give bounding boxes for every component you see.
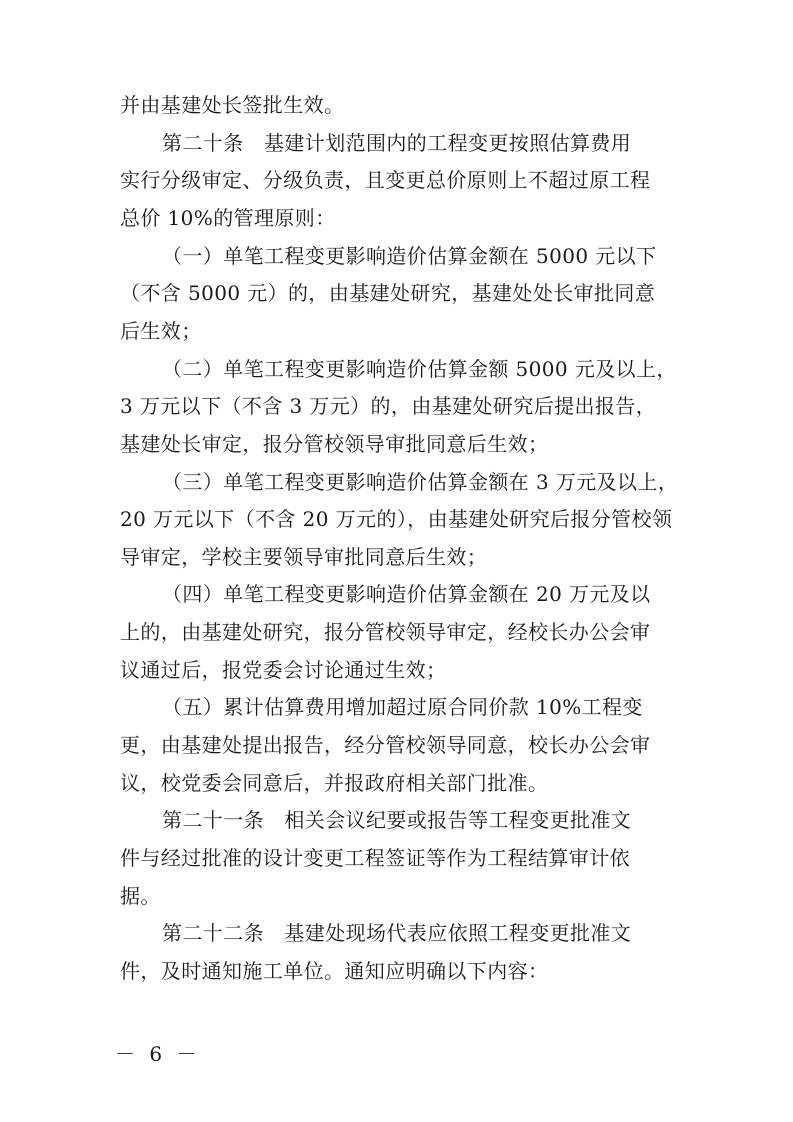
item-4-line: （四）单笔工程变更影响造价估算金额在 20 万元及以 <box>162 582 651 606</box>
paragraph-line: 实行分级审定、分级负责，且变更总价原则上不超过原工程 <box>120 168 651 192</box>
paragraph-line: 导审定，学校主要领导审批同意后生效； <box>120 545 488 569</box>
paragraph-line: 议通过后，报党委会讨论通过生效； <box>120 658 447 682</box>
paragraph-line: 基建处长审定，报分管校领导审批同意后生效； <box>120 432 549 456</box>
paragraph-line: 更，由基建处提出报告，经分管校领导同意，校长办公会审 <box>120 733 651 757</box>
article-21-heading-line: 第二十一条 相关会议纪要或报告等工程变更批准文 <box>162 808 632 832</box>
item-1-line: （一）单笔工程变更影响造价估算金额在 5000 元以下 <box>162 244 657 268</box>
paragraph-line: 件，及时通知施工单位。通知应明确以下内容： <box>120 959 549 983</box>
article-22-heading-line: 第二十二条 基建处现场代表应依照工程变更批准文 <box>162 921 632 945</box>
paragraph-line: 件与经过批准的设计变更工程签证等作为工程结算审计依 <box>120 846 630 870</box>
paragraph-line: 后生效； <box>120 319 202 343</box>
paragraph-line: 上的，由基建处研究，报分管校领导审定，经校长办公会审 <box>120 620 651 644</box>
item-3-line: （三）单笔工程变更影响造价估算金额在 3 万元及以上， <box>162 470 679 494</box>
item-5-line: （五）累计估算费用增加超过原合同价款 10%工程变 <box>162 695 643 719</box>
paragraph-line: 议，校党委会同意后，并报政府相关部门批准。 <box>120 771 549 795</box>
paragraph-line: 总价 10%的管理原则： <box>120 206 336 230</box>
paragraph-line: （不含 5000 元）的，由基建处研究，基建处处长审批同意 <box>120 281 656 305</box>
article-20-heading-line: 第二十条 基建计划范围内的工程变更按照估算费用 <box>162 131 632 155</box>
paragraph-line: 并由基建处长签批生效。 <box>120 93 345 117</box>
paragraph-line: 20 万元以下（不含 20 万元的），由基建处研究后报分管校领 <box>120 507 673 531</box>
page-number: － 6 － <box>115 1042 201 1066</box>
item-2-line: （二）单笔工程变更影响造价估算金额 5000 元及以上， <box>162 357 677 381</box>
paragraph-line: 3 万元以下（不含 3 万元）的，由基建处研究后提出报告， <box>120 394 657 418</box>
paragraph-line: 据。 <box>120 884 161 908</box>
